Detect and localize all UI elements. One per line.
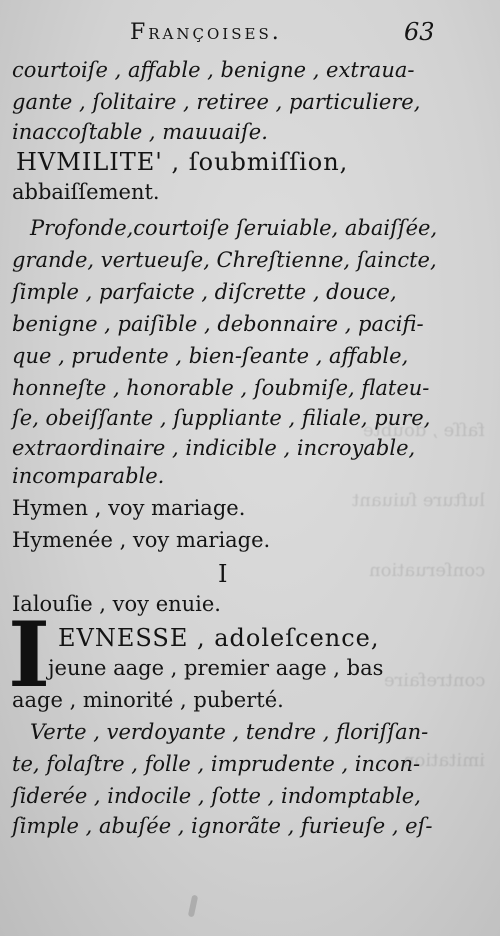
- text-line: benigne , paiſible , debonnaire , pacifi-: [12, 312, 424, 336]
- text-line: te, folaſtre , folle , imprudente , incon-: [12, 752, 421, 776]
- ghost-line: conſeruation: [368, 560, 485, 581]
- entry-line: Ialouſie , voy enuie.: [12, 592, 221, 616]
- entry-line: Hymen , voy mariage.: [12, 496, 246, 520]
- text-line: ſimple , parfaicte , diſcrette , douce,: [12, 280, 397, 304]
- text-line: ſimple , abuſée , ignorãte , furieuſe , eſ-: [12, 814, 433, 838]
- text-line: grande, vertueuſe, Chreſtienne, ſaincte,: [12, 248, 437, 272]
- text-line: ſe, obeiſſante , ſuppliante , filiale, pure,: [12, 406, 431, 430]
- text-line: jeune aage , premier aage , bas: [48, 656, 384, 680]
- ghost-line: lufture ſuiuant: [352, 490, 485, 511]
- text-line: courtoiſe , affable , benigne , extraua-: [12, 58, 415, 82]
- entry-heading: EVNESSE , adoleſcence,: [58, 624, 380, 652]
- drop-cap: I: [8, 602, 51, 708]
- page-number: 63: [404, 18, 435, 46]
- ghost-line: imitation: [403, 750, 485, 771]
- text-line: incomparable.: [12, 464, 165, 488]
- text-line: extraordinaire , indicible , incroyable,: [12, 436, 416, 460]
- text-line: inaccoſtable , mauuaiſe.: [12, 120, 268, 144]
- paper-mark: [188, 895, 198, 918]
- ghost-line: contrefaire: [383, 670, 485, 691]
- entry-line: Hymenée , voy mariage.: [12, 528, 271, 552]
- text-line: que , prudente , bien-ſeante , affable,: [12, 344, 409, 368]
- entry-heading: HVMILITE' , ſoubmiſſion,: [16, 148, 349, 176]
- text-line: honneſte , honorable , ſoubmiſe, flateu-: [12, 376, 430, 400]
- text-line: aage , minorité , puberté.: [12, 688, 284, 712]
- text-line: Verte , verdoyante , tendre , floriſſan-: [30, 720, 429, 744]
- text-line: abbaiſſement.: [12, 180, 160, 204]
- text-line: ſiderée , indocile , ſotte , indomptable,: [12, 784, 421, 808]
- page-header: [0, 20, 500, 50]
- ghost-line: faſſe , doubte: [363, 420, 485, 441]
- section-letter: I: [218, 560, 228, 588]
- text-line: gante , ſolitaire , retiree , particuliere,: [12, 90, 421, 114]
- running-title: Françoises.: [130, 20, 282, 45]
- text-line: Profonde,courtoiſe ſeruiable, abaiſſée,: [30, 216, 438, 240]
